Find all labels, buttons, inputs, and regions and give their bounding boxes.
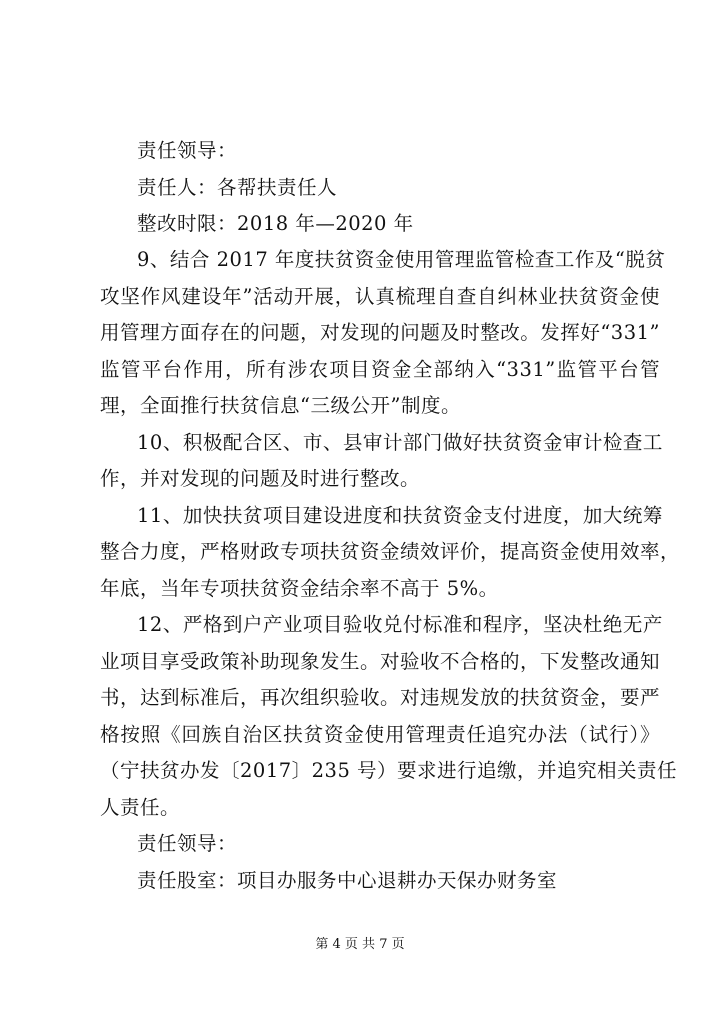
item-12-line-5: （宁扶贫办发〔2017〕235 号）要求进行追缴，并追究相关责任 [100, 759, 678, 782]
item-9-line-5: 理，全面推行扶贫信息“三级公开”制度。 [100, 394, 461, 417]
responsible-leader-line-2: 责任领导： [137, 832, 238, 855]
item-12-line-1: 12、严格到户产业项目验收兑付标准和程序，坚决杜绝无产 [137, 613, 663, 636]
item-12-line-2: 业项目享受政策补助现象发生。对验收不合格的，下发整改通知 [100, 650, 661, 673]
item-10-line-1: 10、积极配合区、市、县审计部门做好扶贫资金审计检查工 [137, 431, 663, 454]
item-9-line-3: 用管理方面存在的问题，对发现的问题及时整改。发挥好“331” [100, 321, 660, 344]
responsible-office-line: 责任股室：项目办服务中心退耕办天保办财务室 [137, 869, 558, 892]
item-11-line-1: 11、加快扶贫项目建设进度和扶贫资金支付进度，加大统筹 [137, 504, 663, 527]
item-9-line-2: 攻坚作风建设年”活动开展，认真梳理自查自纠林业扶贫资金使 [100, 285, 660, 308]
item-12-line-4: 格按照《回族自治区扶贫资金使用管理责任追究办法（试行）》 [100, 723, 660, 746]
item-11-line-2: 整合力度，严格财政专项扶贫资金绩效评价，提高资金使用效率， [100, 540, 681, 563]
item-9-line-1: 9、结合 2017 年度扶贫资金使用管理监管检查工作及“脱贫 [137, 248, 666, 271]
responsible-leader-line-1: 责任领导： [137, 139, 238, 162]
item-11-line-3: 年底，当年专项扶贫资金结余率不高于 5%。 [100, 577, 499, 600]
item-9-line-4: 监管平台作用，所有涉农项目资金全部纳入“331”监管平台管 [100, 358, 660, 381]
item-12-line-6: 人责任。 [100, 796, 181, 819]
page-number: 第 4 页 共 7 页 [315, 937, 405, 952]
deadline-line: 整改时限：2018 年—2020 年 [137, 212, 414, 235]
responsible-person-line: 责任人：各帮扶责任人 [137, 176, 338, 199]
item-12-line-3: 书，达到标准后，再次组织验收。对违规发放的扶贫资金，要严 [100, 686, 661, 709]
item-10-line-2: 作，并对发现的问题及时进行整改。 [100, 467, 421, 490]
